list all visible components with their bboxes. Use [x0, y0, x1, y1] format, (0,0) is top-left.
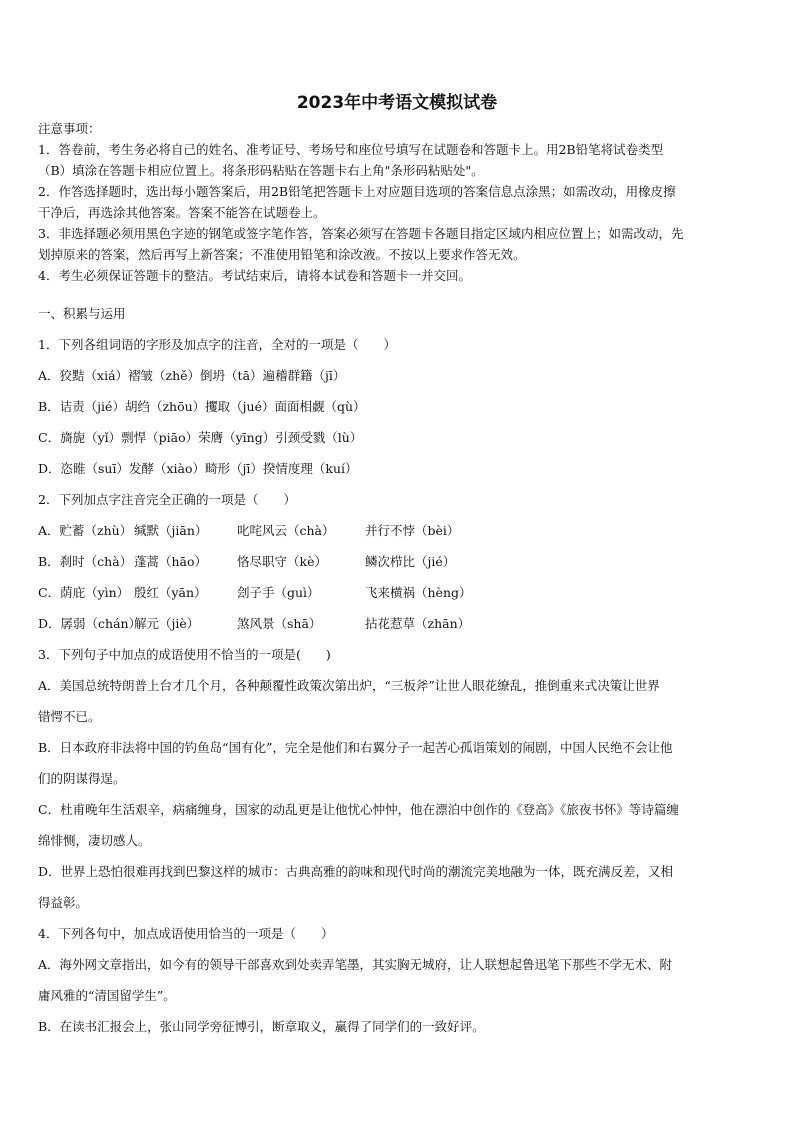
question-3-stem: 3．下列句子中加点的成语使用不恰当的一项是( ) [38, 647, 331, 662]
option-item: 飞来横祸（hèng） [365, 585, 472, 600]
option-item: 解元（jiè） [134, 616, 200, 631]
option-item: 恪尽职守（kè） [237, 554, 327, 569]
question-3-line: 绵悱恻，凄切感人。 [38, 833, 151, 848]
option-item: C．荫庇（yìn） [38, 585, 130, 600]
question-3-line: 错愕不已。 [38, 709, 101, 724]
question-1-option: A．狡黠（xiá）褶皱（zhě）倒坍（tā）遍稽群籍（jī） [38, 368, 346, 383]
question-2-option [38, 515, 760, 546]
option-item: 殷红（yān） [134, 585, 207, 600]
exam-title: 2023年中考语文模拟试卷 [296, 93, 498, 113]
notice-line: （B）填涂在答题卡相应位置上。将条形码粘贴在答题卡右上角"条形码粘贴处"。 [38, 163, 484, 178]
question-3-line: C．杜甫晚年生活艰辛，病痛缠身，国家的动乱更是让他忧心忡忡，他在漂泊中创作的《登高》《旅夜书怀》等诗篇缠 [38, 802, 679, 817]
question-4-line: 庸风雅的“清国留学生”。 [38, 988, 176, 1003]
question-4-stem: 4．下列各句中，加点成语使用恰当的一项是（ ） [38, 926, 334, 941]
question-3-line: 得益彰。 [38, 895, 89, 910]
question-2-stem: 2．下列加点字注音完全正确的一项是（ ） [38, 492, 296, 507]
option-item: 蓬蒿（hāo） [134, 554, 208, 569]
question-2-option [38, 608, 760, 639]
question-2-option [38, 577, 760, 608]
notice-line: 1．答卷前，考生务必将自己的姓名、准考证号、考场号和座位号填写在试题卷和答题卡上。用2B铅笔将试卷类型 [38, 142, 664, 157]
question-3-line: 们的阴谋得逞。 [38, 771, 126, 786]
option-item: A．贮蓄（zhù） [38, 523, 133, 538]
notice-line: 划掉原来的答案，然后再写上新答案；不准使用铅笔和涂改液。不按以上要求作答无效。 [38, 247, 526, 262]
question-4-line: A．海外网文章指出，如今有的领导干部喜欢到处卖弄笔墨，其实胸无城府，让人联想起鲁迅笔下那些不学无术、附 [38, 957, 673, 972]
question-3-line: A．美国总统特朗普上台才几个月，各种颠覆性政策次第出炉，“三板斧”让世人眼花缭乱，推倒重来式决策让世界 [38, 678, 660, 693]
notice-line: 3．非选择题必须用黑色字迹的钢笔或签字笔作答，答案必须写在答题卡各题目指定区域内相应位置上；如需改动，先 [38, 226, 684, 241]
question-1-option: C．旖旎（yǐ）剽悍（piāo）荣膺（yīng）引颈受戮（lù） [38, 430, 363, 445]
question-1-option: D．恣睢（suī）发酵（xiào）畸形（jī）揆情度理（kuí） [38, 461, 358, 476]
option-item: 鳞次栉比（jié） [365, 554, 456, 569]
question-1-stem: 1．下列各组词语的字形及加点字的注音，全对的一项是（ ） [38, 337, 396, 352]
option-item: 缄默（jiān） [134, 523, 208, 538]
question-3-line: B．日本政府非法将中国的钓鱼岛“国有化”，完全是他们和右翼分子一起苦心孤诣策划的闹剧，中国人民绝不会让他 [38, 740, 673, 755]
option-item: B．刹时（chà） [38, 554, 133, 569]
section-heading: 一、积累与运用 [38, 306, 126, 321]
question-2-option [38, 546, 760, 577]
question-1-option: B．诘责（jié）胡绉（zhōu）攫取（jué）面面相觑（qù） [38, 399, 366, 414]
notice-line: 4．考生必须保证答题卡的整洁。考试结束后，请将本试卷和答题卡一并交回。 [38, 268, 471, 283]
option-item: 刽子手（guì） [237, 585, 320, 600]
option-item: 煞风景（shā） [237, 616, 322, 631]
option-item: 拈花惹草（zhān） [365, 616, 471, 631]
questions-section [38, 298, 760, 1042]
notice-line: 2．作答选择题时，选出每小题答案后，用2B铅笔把答题卡上对应题目选项的答案信息点涂黑；如需改动，用橡皮擦 [38, 184, 676, 199]
notice-heading: 注意事项： [38, 121, 101, 136]
notice-section [38, 118, 760, 286]
question-3-line: D．世界上恐怕很难再找到巴黎这样的城市：古典高雅的韵味和现代时尚的潮流完美地融为一体，既充满反差，又相 [38, 864, 674, 879]
option-item: D．孱弱（chán） [38, 616, 142, 631]
option-item: 并行不悖（bèi） [365, 523, 460, 538]
notice-line: 干净后，再选涂其他答案。答案不能答在试题卷上。 [38, 205, 326, 220]
question-4-line: B．在读书汇报会上，张山同学旁征博引，断章取义，赢得了同学们的一致好评。 [38, 1019, 485, 1034]
option-item: 叱咤风云（chà） [237, 523, 335, 538]
